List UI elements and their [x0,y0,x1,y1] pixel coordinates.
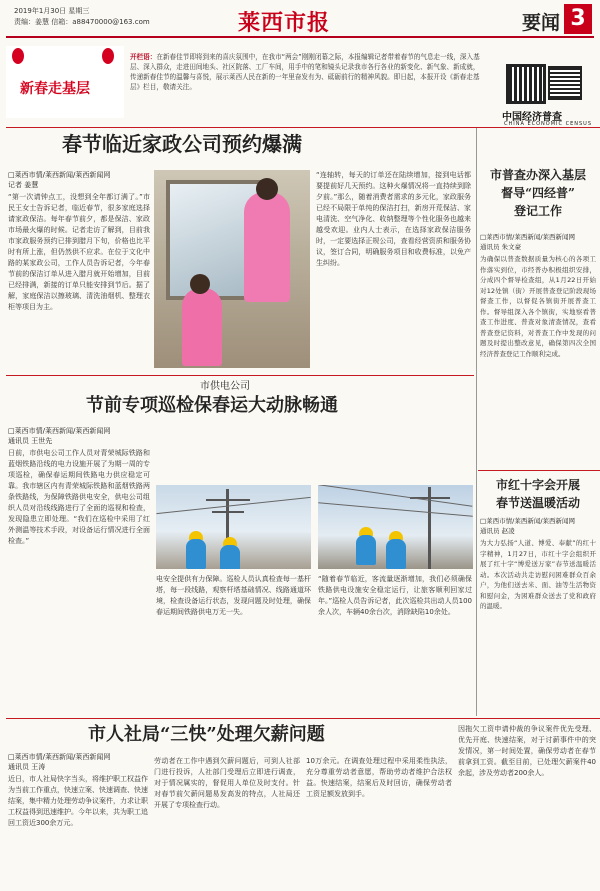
page-header [6,2,594,38]
divider [6,718,600,719]
header-meta [14,6,150,28]
issue-date: 2019年1月30日 星期三 [14,7,90,15]
worker-figure [186,539,206,569]
article3-col4: 因拖欠工资申请仲裁的争议案件优先受理、优先开庭、快速结案，对于讨薪事件中的突发情况，第一时间处置，确保劳动者在春节前拿到工资。截至目前，已处理欠薪案件40余起，涉及劳动者200余人。 [458,725,596,777]
article2-col3: “随着春节临近，客流量逐渐增加，我们必须确保铁路供电设施安全稳定运行，让旅客顺利回家过年。”巡检人员告诉记者，此次巡检共出动人员100余人次，车辆40余台次，消除缺陷10余处。 [318,575,472,616]
census-name-en: CHINA ECONOMIC CENSUS [504,121,593,127]
article1-byline: □莱西市情/莱西新闻/莱西新闻网 记者 姜慧 [8,171,111,189]
lantern-icon [12,48,24,64]
article3-headline: 市人社局“三快”处理欠薪问题 [88,724,325,745]
article1-headline: 春节临近家政公司预约爆满 [62,132,302,156]
article3-col3: 10万余元。在调查处理过程中采用柔性执法，充分尊重劳动者意愿，帮助劳动者维护合法权益。快速结案，结案后及时回访，确保劳动者工资足额发放到手。 [306,757,452,798]
column-divider [476,128,477,716]
article2-col2: 电安全提供有力保障。巡检人员认真检查每一基杆塔，每一段线路，观察杆塔基础情况、线路通道环境，检查设备运行状态，发现问题及时处理，确保春运期间铁路供电万无一失。 [156,575,311,616]
article3-col1: 近日，市人社局快字当头，将维护职工权益作为当前工作重点，快速立案、快速调查、快速结案，集中精力处理劳动争议案件，力求让职工权益得到迅速维护。今年以来，共为职工追回工资近300余万元。 [8,775,148,827]
worker-figure [182,288,222,366]
article1-col2: “连轴转，每天的订单还在陆续增加，接到电话都要提前好几天预约。这种火爆情况将一直持续到除夕前。”那么，随着消费者需求的多元化，家政服务已经不局限于单纯的保洁打扫，新房开荒保洁、家电清洗、空气净化、收纳整理等个性化服务也越来越受欢迎。业内人士表示，在选择家政保洁服务时，一定要选择正规公司，查看经营资质和服务协议，签订合同，明确服务项目和收费标准，以免产生纠纷。 [316,171,471,267]
right1-text: 为确保以普查数据质量为核心的各项工作落实到位，市经普办积极组织安排，分成四个督导检查组，从1月22日开始对12处镇（街）开展普查登记阶段现场督查工作，以督促各镇街开展普查工作。督导组深入各个镇街，实地察看普查工作进度、普查对象清查情况，查看普查登记资料，对普查工作中发现的问题及时提出整改意见，确保第四次全国经济普查登记工作顺利完成。 [480,255,596,358]
worker-head [190,274,210,294]
column-title: 新春走基层 [20,81,90,97]
worker-figure [244,192,290,302]
right1-headline: 市普查办深入基层 督导“四经普” 登记工作 [489,168,586,218]
right1-byline: □莱西市情/莱西新闻/莱西新闻网 通讯员 朱文豪 [480,233,576,251]
section-name: 要闻 [521,12,560,34]
qr-code-icon [506,64,546,104]
lantern-icon [102,48,114,64]
article3-col2: 劳动者在工作中遇到欠薪问题后，可到人社部门进行投诉，人社部门受理后立即进行调查，对于情况属实的，督促用人单位及时支付。针对春节前欠薪问题易发高发的特点，人社局还开展了专项检查行动。 [154,757,300,809]
worker-figure [386,539,406,569]
article1-col1: “第一次请钟点工，没想到全年都订满了。”市民王女士告诉记者，临近春节，很多家庭选择请家政保洁。每年春节前夕，都是保洁、家政市场最火爆的时候。记者走访了解到，目前我市家政服务预约已排到腊月下旬，价格也比平时有所上涨，但仍然供不应求。在位于文化中路的某家政公司，工作人员告诉记者，今年春节前的保洁订单从进入腊月就开始增加，目前已经排满，新接的订单只能安排到节后。据了解，家庭保洁以擦玻璃、清洗油烟机、整理衣柜等项目为主。 [8,193,150,311]
paper-masthead: 莱西市报 [238,10,331,36]
article2-byline: □莱西市情/莱西新闻/莱西新闻网 通讯员 王世先 [8,427,111,445]
census-name: 中国经济普查 [502,112,562,123]
divider [478,470,600,471]
housekeeping-photo [154,170,310,368]
worker-head [256,178,278,200]
column-banner [6,46,124,118]
right2-byline: □莱西市情/莱西新闻/莱西新闻网 通讯员 赵凌 [480,517,576,535]
right2-text: 为大力弘扬“人道、博爱、奉献”的红十字精神，1月27日，市红十字会组织开展了红十字“博爱送万家”春节送温暖活动。本次活动共走访慰问困难群众百余户，为他们送去米、面、油等生活物资和慰问金，为困难群众送去了党和政府的温暖。 [480,539,596,610]
inspection-photo-left [156,485,311,569]
divider [6,375,474,376]
worker-figure [356,535,376,565]
article2-headline: 节前专项巡检保春运大动脉畅通 [86,395,338,416]
editor-note-text: 在新春佳节即将到来的喜庆氛围中，在我市“两会”刚刚闭幕之际，本报编辑记者带着春节的气息走一线，深入基层、深入群众，走进田间地头、社区院落、工厂车间，用手中的笔和镜头记录我市各行各业的新变化、新气象、新成就，传递新春佳节的温馨与喜悦，展示莱西人民在新的一年里奋发有为、砥砺前行的精神风貌。即日起，本报开设《新春走基层》栏目，敬请关注。 [130,53,480,91]
article2-col1: 日前，市供电公司工作人员对青荣城际铁路和蓝烟铁路沿线的电力设施开展了为期一周的专项巡检，确保春运期间铁路电力供应稳定可靠。我市辖区内有青荣城际铁路和蓝烟铁路两条铁路线，为保障铁路供电安全，供电公司组织人员对沿线线路进行了全面的巡视和检查，发现隐患立即处理。“我们在巡检中采用了红外测温等技术手段，对设备运行情况进行全面检查。” [8,449,150,545]
worker-figure [220,545,240,569]
editor-contact: 责编：姜慧 信箱：a88470000@163.com [14,18,150,26]
qr-code-icon [548,66,582,100]
inspection-photo-right [318,485,473,569]
right2-headline: 市红十字会开展 春节送温暖活动 [495,478,580,510]
editor-note-label: 开栏语： [130,53,157,61]
census-logo-block [498,50,594,128]
editor-note [130,52,480,92]
article2-kicker: 市供电公司 [200,381,250,392]
article3-byline: □莱西市情/莱西新闻/莱西新闻网 通讯员 王涛 [8,753,111,771]
page-number: 3 [564,4,592,34]
